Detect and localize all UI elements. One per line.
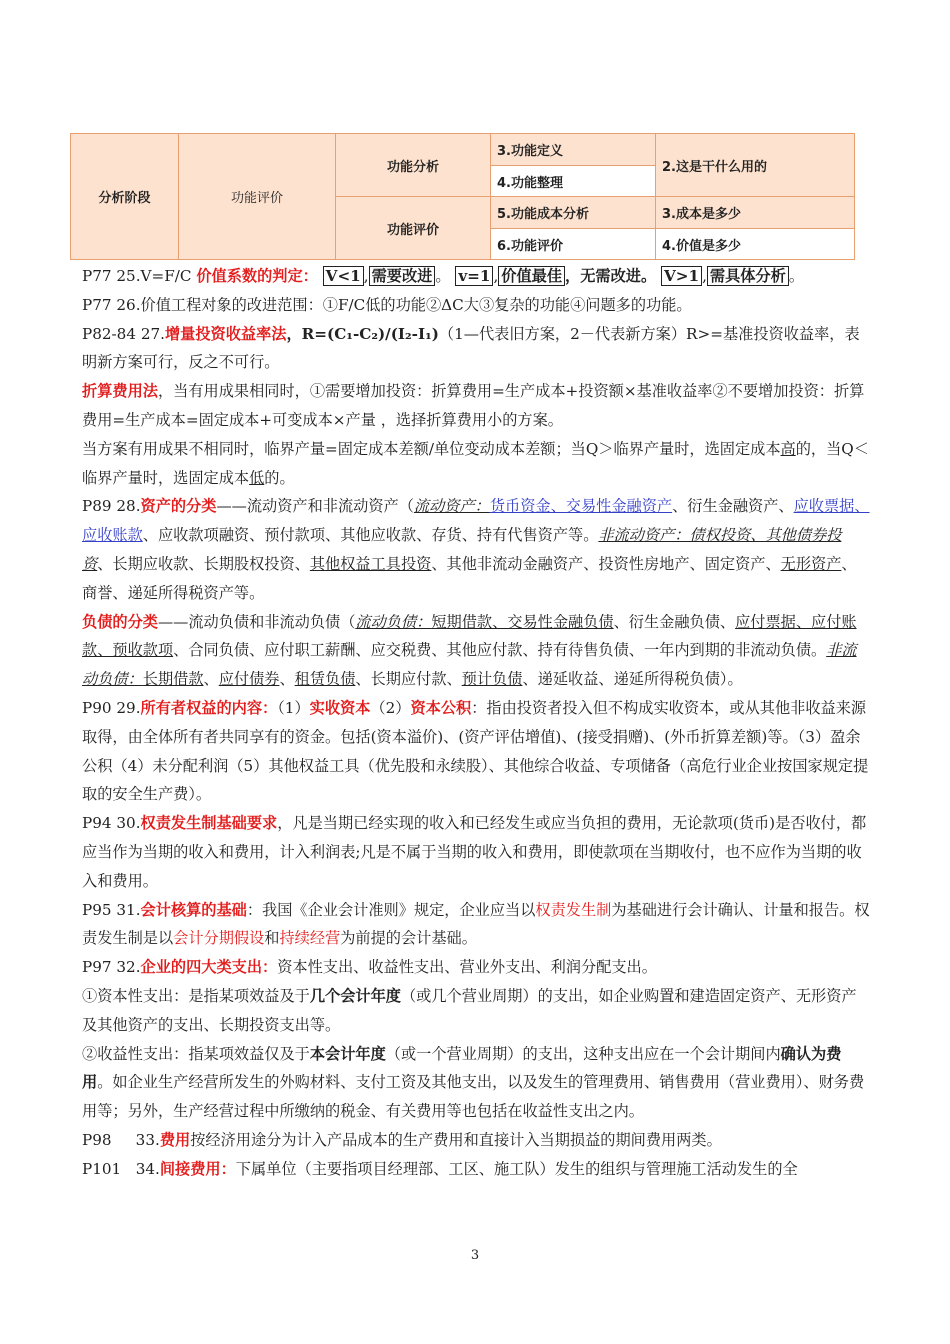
table-cell-function-eval: 功能评价 [336,197,491,260]
table-cell-q3: 4.价值是多少 [656,229,855,260]
item-30: P94 30.权责发生制基础要求，凡是当期已经实现的收入和已经发生或应当负担的费用，无论款项(货币)是否收付，都应当作为当期的收入和费用，计入利润表;凡是不属于当期的收入和费用，即使款项在当期收付，也不应作为当期的收入和费用。 [82,814,867,890]
item-fuzhai: 负债的分类——流动负债和非流动负债（流动负债：短期借款、交易性金融负债、衍生金融负债、应付票据、应付账款、预收款项、合同负债、应付职工薪酬、应交税费、其他应付款、持有待售负债、一年内到期的非流动负债。非流动负债：长期借款、应付债券、租赁负债、长期应付款、预计负债、递延收益、递延所得税负债）。 [82,612,857,689]
table-cell-r1: 3.功能定义 [491,134,656,166]
item-26: P77 26.价值工程对象的改进范围：①F/C低的功能②ΔC大③复杂的功能④问题多的功能。 [82,295,692,314]
item-31: P95 31.会计核算的基础：我国《企业会计准则》规定，企业应当以权责发生制为基础进行会计确认、计量和报告。权责发生制是以会计分期假设和持续经营为前提的会计基础。 [82,900,870,948]
value-analysis-table [70,133,855,260]
item-33: P98 33.费用按经济用途分为计入产品成本的生产费用和直接计入当期损益的期间费用两类。 [82,1130,722,1149]
table-cell-q1: 2.这是干什么用的 [656,134,855,197]
item-29: P90 29.所有者权益的内容：（1）实收资本（2）资本公积：指由投资者投入但不构成实收资本，或从其他非收益来源取得，由全体所有者共同享有的资金。包括(资本溢价)、(资产评估增值)、(接受捐赠)、(外币折算差额)等。（3）盈余公积（4）未分配利润（5）其他权益工具（优先股和永续股）、其他综合收益、专项储备（高危行业企业按国家规定提取的安全生产费）。 [82,698,869,804]
item-linjie: 当方案有用成果不相同时，临界产量=固定成本差额/单位变动成本差额；当Q＞临界产量时，选固定成本高的，当Q＜临界产量时，选固定成本低的。 [82,439,869,487]
item-zhesuan: 折算费用法，当有用成果相同时，①需要增加投资：折算费用=生产成本+投资额×基准收益率②不要增加投资：折算费用=生产成本=固定成本+可变成本×产量 ，选择折算费用小的方案。 [82,382,865,429]
table-cell-q2: 3.成本是多少 [656,197,855,229]
table-cell-eval: 功能评价 [179,134,336,260]
item-25: P77 25.V=F/C 价值系数的判定： V<1 , 需要改进 。 v=1 , 价值最佳 ，无需改进。 V>1 , 需具体分析 。 [82,267,805,285]
item-27: P82-84 27.增量投资收益率法，R=(C₁-C₂)/(I₂-I₁)（1—代表旧方案，2－代表新方案）R>=基准投资收益率，表明新方案可行，反之不可行。 [82,324,860,372]
item-34: P101 34.间接费用：下属单位（主要指项目经理部、工区、施工队）发生的组织与管理施工活动发生的全 [82,1159,798,1178]
page-number: 3 [470,1248,480,1263]
table-cell-stage: 分析阶段 [71,134,179,260]
document-body [82,262,870,1184]
item-28: P89 28.资产的分类——流动资产和非流动资产（流动资产：货币资金、交易性金融资产、衍生金融资产、应收票据、应收账款、应收款项融资、预付款项、其他应收款、存货、持有代售资产等。非流动资产：债权投资、其他债券投资、长期应收款、长期股权投资、其他权益工具投资、其他非流动金融资产、投资性房地产、固定资产、无形资产、商誉、递延所得税资产等。 [82,497,870,602]
table-cell-r3: 5.功能成本分析 [491,197,656,229]
item-32: P97 32.企业的四大类支出：资本性支出、收益性支出、营业外支出、利润分配支出。 [82,958,657,977]
table-cell-r2: 4.功能整理 [491,166,656,197]
table-cell-function-analysis: 功能分析 [336,134,491,197]
item-revenue-expense: ②收益性支出：指某项效益仅及于本会计年度（或一个营业周期）的支出，这种支出应在一个会计期间内确认为费用。如企业生产经营所发生的外购材料、支付工资及其他支出，以及发生的管理费用、销售费用（营业费用）、财务费用等；另外，生产经营过程中所缴纳的税金、有关费用等也包括在收益性支出之内。 [82,1044,865,1121]
item-capital-expense: ①资本性支出：是指某项效益及于几个会计年度（或几个营业周期）的支出，如企业购置和建造固定资产、无形资产及其他资产的支出、长期投资支出等。 [82,986,857,1034]
table-cell-r4: 6.功能评价 [491,229,656,260]
